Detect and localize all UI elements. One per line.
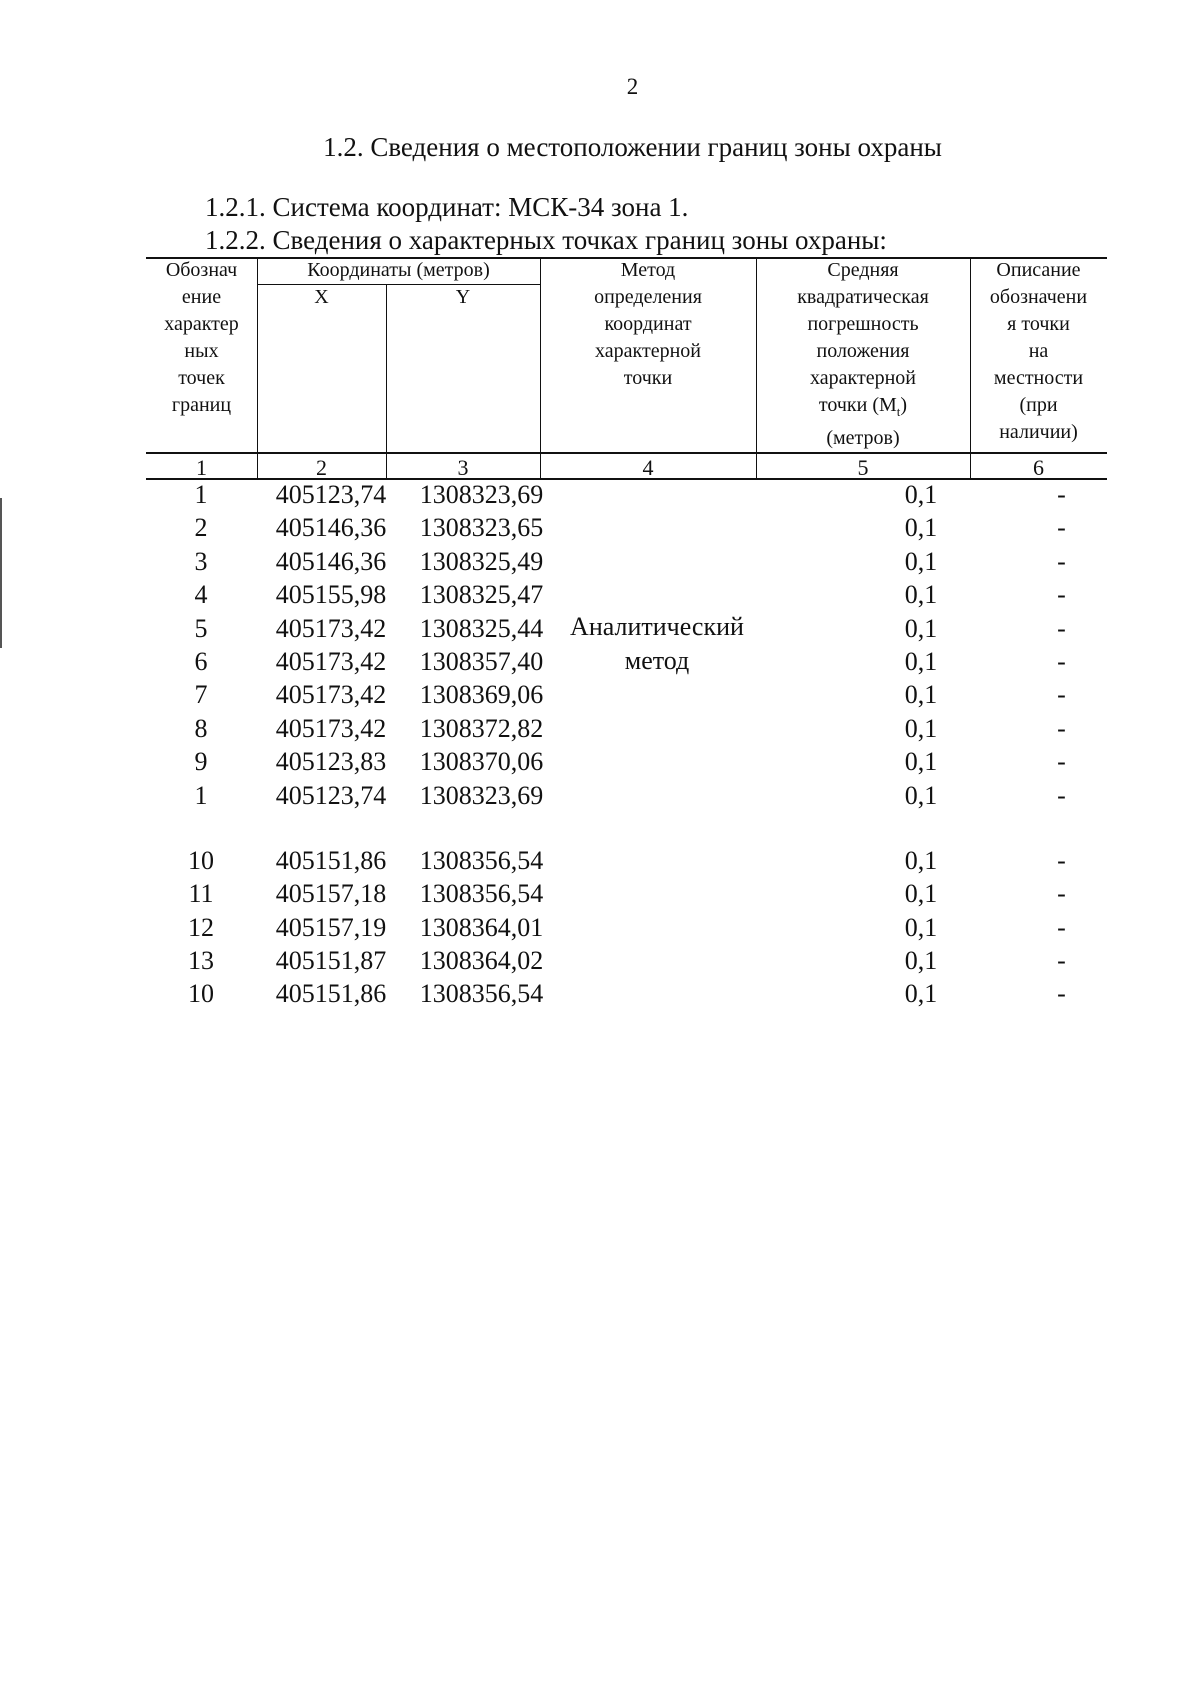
header-line: погрешность: [807, 313, 919, 335]
point-id-cell: 10: [188, 845, 214, 875]
x-coordinate-cell: 405146,36: [275, 513, 387, 543]
description-cell: -: [1057, 580, 1066, 610]
header-line: на: [1028, 340, 1049, 362]
x-coordinate-cell: 405173,42: [275, 613, 387, 643]
rms-error-cell: 0,1: [904, 747, 938, 777]
point-id-cell: 3: [194, 546, 208, 576]
description-cell: -: [1057, 480, 1066, 509]
y-coordinate-cell: 1308372,82: [419, 713, 544, 743]
x-coordinate-cell: 405123,83: [275, 747, 387, 777]
point-id-cell: 8: [194, 713, 208, 743]
rms-error-cell: 0,1: [904, 979, 938, 1009]
point-id-cell: 2: [194, 513, 208, 543]
point-id-cell: 1: [194, 780, 208, 810]
header-line: Обознач: [165, 259, 238, 281]
y-coordinate-cell: 1308356,54: [419, 979, 544, 1009]
y-coordinate-cell: 1308323,65: [419, 513, 544, 543]
rms-error-cell: 0,1: [904, 879, 938, 909]
column-number: 1: [196, 455, 207, 480]
subsection-coordinate-system: 1.2.1. Система координат: МСК-34 зона 1.: [205, 192, 689, 222]
description-cell: -: [1057, 879, 1066, 909]
header-line: Средняя: [827, 259, 899, 281]
scan-edge-mark: [0, 498, 2, 648]
y-coordinate-cell: 1308370,06: [419, 747, 544, 777]
y-coordinate-cell: 1308323,69: [419, 780, 544, 810]
x-coordinate-cell: 405123,74: [275, 480, 387, 509]
header-line: границ: [171, 394, 232, 416]
header-text: ): [900, 394, 908, 416]
description-cell: -: [1057, 546, 1066, 576]
header-subscript: t: [896, 404, 901, 419]
y-coordinate-cell: 1308369,06: [419, 680, 544, 710]
table-row: [146, 944, 1107, 977]
header-line: [756, 392, 970, 425]
table-row: [146, 877, 1107, 910]
point-group-2: [146, 844, 1107, 1011]
description-cell: -: [1057, 979, 1066, 1009]
table-header: [146, 257, 1107, 480]
page-number: 2: [626, 74, 639, 99]
table-row: [146, 712, 1107, 745]
point-id-cell: 4: [194, 580, 208, 610]
point-id-cell: 9: [194, 747, 208, 777]
rms-error-cell: 0,1: [904, 713, 938, 743]
table-row: [146, 779, 1107, 812]
description-cell: -: [1057, 747, 1066, 777]
y-coordinate-cell: 1308325,47: [419, 580, 544, 610]
header-coordinates-group: Координаты (метров): [307, 259, 490, 281]
table-row: [146, 911, 1107, 944]
header-y: Y: [455, 286, 471, 308]
header-line: Метод: [620, 259, 676, 281]
x-coordinate-cell: 405151,86: [275, 979, 387, 1009]
x-coordinate-cell: 405151,86: [275, 845, 387, 875]
section-title: 1.2. Сведения о местоположении границ зоны охраны: [323, 132, 942, 162]
y-coordinate-cell: 1308325,44: [419, 613, 544, 643]
y-coordinate-cell: 1308323,69: [419, 480, 544, 509]
header-line: я точки: [1007, 313, 1070, 335]
y-coordinate-cell: 1308357,40: [419, 646, 544, 676]
description-cell: -: [1057, 946, 1066, 976]
x-coordinate-cell: 405157,19: [275, 912, 387, 942]
table-row: [146, 478, 1107, 511]
x-coordinate-cell: 405157,18: [275, 879, 387, 909]
header-line: положения: [816, 340, 910, 362]
header-method: [540, 257, 756, 392]
column-number: 5: [857, 455, 869, 480]
y-coordinate-cell: 1308356,54: [419, 879, 544, 909]
header-line: Описание: [996, 259, 1081, 281]
point-id-cell: 10: [188, 979, 214, 1009]
rms-error-cell: 0,1: [904, 912, 938, 942]
y-coordinate-cell: 1308356,54: [419, 845, 544, 875]
header-rms-error: [756, 257, 970, 452]
rms-error-cell: 0,1: [904, 546, 938, 576]
header-line: наличии): [999, 421, 1078, 443]
description-cell: -: [1057, 646, 1066, 676]
description-cell: -: [1057, 845, 1066, 875]
column-number: 3: [457, 455, 469, 480]
header-line: характер: [164, 313, 239, 335]
description-cell: -: [1057, 780, 1066, 810]
y-coordinate-cell: 1308364,02: [419, 946, 544, 976]
table-row: [146, 678, 1107, 711]
method-cell: [542, 610, 772, 678]
point-id-cell: 13: [188, 946, 214, 976]
header-line: характерной: [595, 340, 701, 362]
point-id-cell: 12: [188, 912, 214, 942]
header-line: местности: [993, 367, 1084, 389]
point-id-cell: 7: [194, 680, 208, 710]
header-line: ных: [184, 340, 219, 362]
description-cell: -: [1057, 912, 1066, 942]
header-line: (при: [1019, 394, 1058, 416]
col-divider-2: [386, 284, 387, 479]
x-coordinate-cell: 405146,36: [275, 546, 387, 576]
rms-error-cell: 0,1: [904, 580, 938, 610]
table-body: [146, 478, 1107, 1011]
header-text: точки (M: [818, 394, 897, 416]
rms-error-cell: 0,1: [904, 480, 938, 509]
rms-error-cell: 0,1: [904, 946, 938, 976]
header-line: определения: [594, 286, 702, 308]
table-row: [146, 545, 1107, 578]
header-line: точек: [178, 367, 225, 389]
x-coordinate-cell: 405151,87: [275, 946, 387, 976]
table-row: [146, 844, 1107, 877]
header-line: (метров): [826, 427, 900, 449]
rms-error-cell: 0,1: [904, 845, 938, 875]
header-x: X: [314, 286, 329, 308]
rms-error-cell: 0,1: [904, 513, 938, 543]
description-cell: -: [1057, 713, 1066, 743]
rms-error-cell: 0,1: [904, 613, 938, 643]
table-row: [146, 578, 1107, 611]
x-coordinate-cell: 405173,42: [275, 713, 387, 743]
method-line: метод: [624, 646, 690, 675]
x-coordinate-cell: 405155,98: [275, 580, 387, 610]
x-coordinate-cell: 405173,42: [275, 646, 387, 676]
column-number: 6: [1033, 455, 1044, 480]
description-cell: -: [1057, 513, 1066, 543]
y-coordinate-cell: 1308325,49: [419, 546, 544, 576]
group-gap: [146, 812, 1107, 844]
rms-error-cell: 0,1: [904, 646, 938, 676]
y-coordinate-cell: 1308364,01: [419, 912, 544, 942]
header-line: характерной: [810, 367, 916, 389]
table-row: [146, 745, 1107, 778]
description-cell: -: [1057, 680, 1066, 710]
x-coordinate-cell: 405123,74: [275, 780, 387, 810]
point-id-cell: 11: [188, 879, 214, 909]
description-cell: -: [1057, 613, 1066, 643]
column-number: 4: [642, 455, 654, 480]
header-description: [970, 257, 1107, 446]
method-line: Аналитический: [570, 612, 744, 641]
header-line: квадратическая: [797, 286, 929, 308]
column-number: 2: [316, 455, 327, 480]
header-line: ение: [181, 286, 222, 308]
header-bottom-rule: [146, 452, 1107, 454]
point-id-cell: 6: [194, 646, 208, 676]
boundary-points-table: [146, 257, 1107, 1009]
point-id-cell: 5: [194, 613, 208, 643]
header-line: точки: [623, 367, 673, 389]
rms-error-cell: 0,1: [904, 680, 938, 710]
rms-error-cell: 0,1: [904, 780, 938, 810]
subsection-boundary-points: 1.2.2. Сведения о характерных точках границ зоны охраны:: [205, 225, 887, 255]
table-row: [146, 977, 1107, 1010]
header-line: обозначени: [989, 286, 1088, 308]
table-row: [146, 511, 1107, 544]
x-coordinate-cell: 405173,42: [275, 680, 387, 710]
header-point-designation: [146, 257, 257, 419]
point-id-cell: 1: [194, 480, 208, 509]
header-line: координат: [604, 313, 692, 335]
